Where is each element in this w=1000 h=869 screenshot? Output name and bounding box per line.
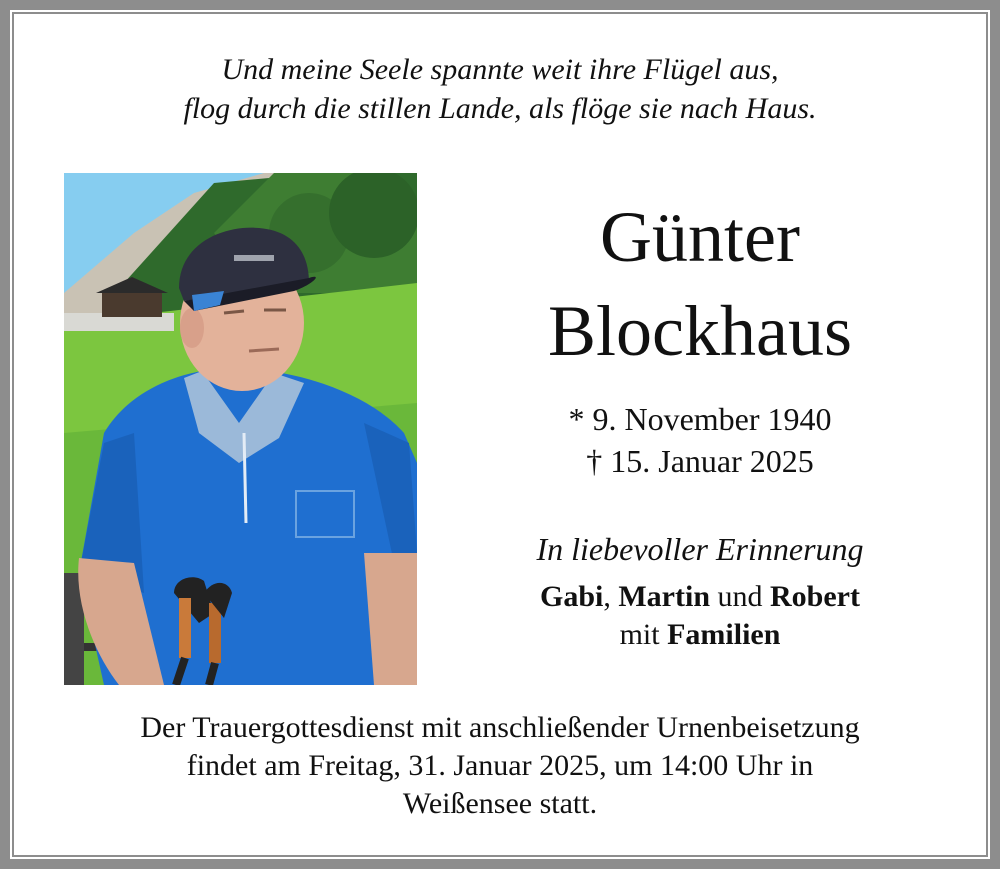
mourners-connector: und bbox=[717, 580, 763, 613]
last-name: Blockhaus bbox=[548, 291, 852, 371]
mourner-martin: Martin bbox=[618, 580, 710, 613]
mourners-line-2 bbox=[440, 616, 960, 654]
mourners bbox=[440, 578, 960, 654]
motto-line-2: flog durch die stillen Lande, als flöge sie nach Haus. bbox=[183, 92, 817, 125]
motto-verse bbox=[0, 50, 1000, 128]
mourners-line-1 bbox=[440, 578, 960, 616]
service-line-3: Weißensee statt. bbox=[402, 787, 598, 820]
death-date: † 15. Januar 2025 bbox=[586, 443, 814, 479]
life-dates bbox=[440, 398, 960, 482]
mourner-gabi: Gabi bbox=[540, 580, 604, 613]
portrait-photo bbox=[64, 173, 417, 685]
portrait-illustration bbox=[64, 173, 417, 685]
mourners-with: mit bbox=[619, 618, 660, 651]
service-line-1: Der Trauergottesdienst mit anschließender Urnenbeisetzung bbox=[140, 711, 860, 744]
deceased-name bbox=[440, 190, 960, 378]
motto-line-1: Und meine Seele spannte weit ihre Flügel aus, bbox=[221, 53, 779, 86]
service-line-2: findet am Freitag, 31. Januar 2025, um 14:00 Uhr in bbox=[186, 749, 814, 782]
mourners-families: Familien bbox=[667, 618, 781, 651]
memory-phrase: In liebevoller Erinnerung bbox=[536, 531, 864, 567]
service-notice bbox=[0, 709, 1000, 823]
first-name: Günter bbox=[600, 197, 800, 277]
birth-date: * 9. November 1940 bbox=[568, 401, 832, 437]
mourners-separator: , bbox=[603, 580, 611, 613]
mourner-robert: Robert bbox=[770, 580, 860, 613]
